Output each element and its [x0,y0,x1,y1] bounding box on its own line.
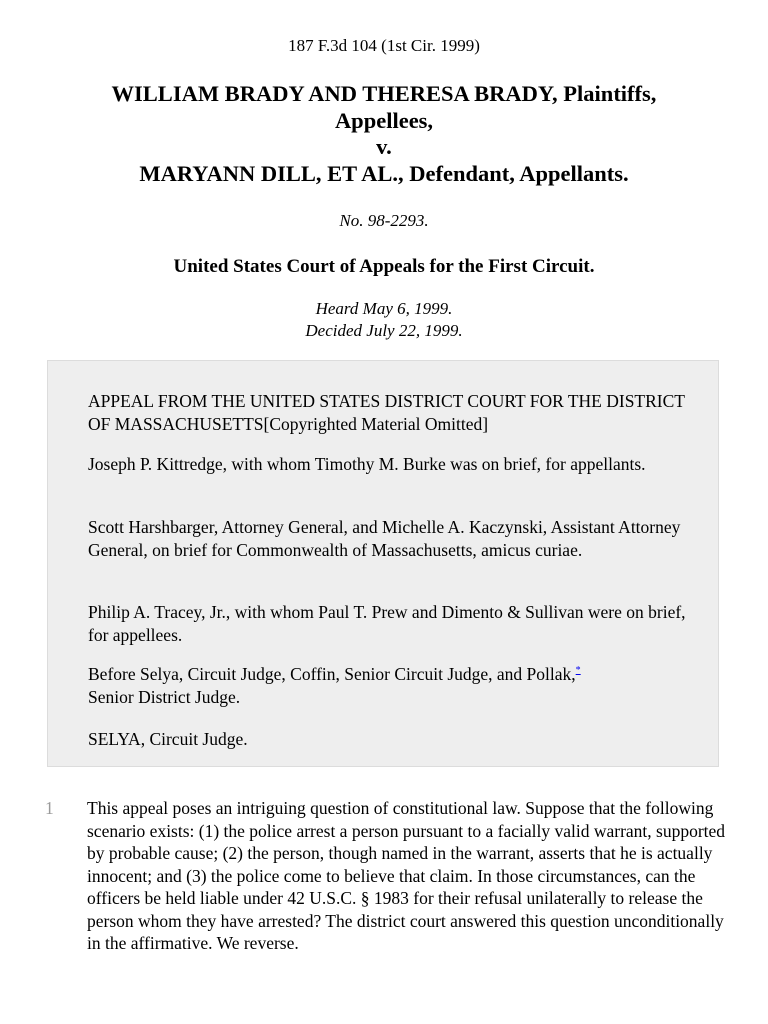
headnote-box [47,360,719,767]
counsel-appellants: Joseph P. Kittredge, with whom Timothy M. Burke was on brief, for appellants. [88,454,646,474]
panel [88,663,688,709]
panel-text: Before Selya, Circuit Judge, Coffin, Senior Circuit Judge, and Pollak, [88,664,576,684]
docket-number: No. 98-2293. [339,211,429,230]
panel-text-continued: Senior District Judge. [88,687,241,707]
opinion-author: SELYA, Circuit Judge. [88,729,248,749]
opinion-paragraph: This appeal poses an intriguing question of constitutional law. Suppose that the following scenario exists: (1) the police arrest a person pursuant to a facially valid warrant, supported by probable cause; (2) the person, though named in the warrant, asserts that he is actually innocent; and (3) the police come to believe that claim. In those circumstances, can the officers be held liable under 42 U.S.C. § 1983 for their refusal unilaterally to release the person whom they have arrested? The district court answered this question unconditionally in the affirmative. We reverse. [87,798,726,953]
amicus-counsel: Scott Harshbarger, Attorney General, and Michelle A. Kaczynski, Assistant Attorney General, on brief for Commonwealth of Massachusetts, amicus curiae. [88,517,681,560]
paragraph-number: 1 [45,798,54,818]
counsel-appellees: Philip A. Tracey, Jr., with whom Paul T. Prew and Dimento & Sullivan were on brief, for appellees. [88,602,686,645]
case-caption [40,81,728,187]
versus: v. [376,134,392,159]
appeal-from: APPEAL FROM THE UNITED STATES DISTRICT COURT FOR THE DISTRICT OF MASSACHUSETTS[Copyrighted Material Omitted] [88,391,685,434]
decided-date: Decided July 22, 1999. [305,321,463,340]
defendants-line: MARYANN DILL, ET AL., Defendant, Appellants. [139,160,629,186]
plaintiffs-line: WILLIAM BRADY AND THERESA BRADY, Plaintiffs, [111,81,657,106]
court-name: United States Court of Appeals for the First Circuit. [173,256,595,277]
heard-date: Heard May 6, 1999. [315,299,453,318]
case-citation: 187 F.3d 104 (1st Cir. 1999) [288,36,480,55]
plaintiffs-role: Appellees, [334,107,434,133]
footnote-link[interactable]: * [575,665,581,677]
hearing-dates [0,298,768,342]
